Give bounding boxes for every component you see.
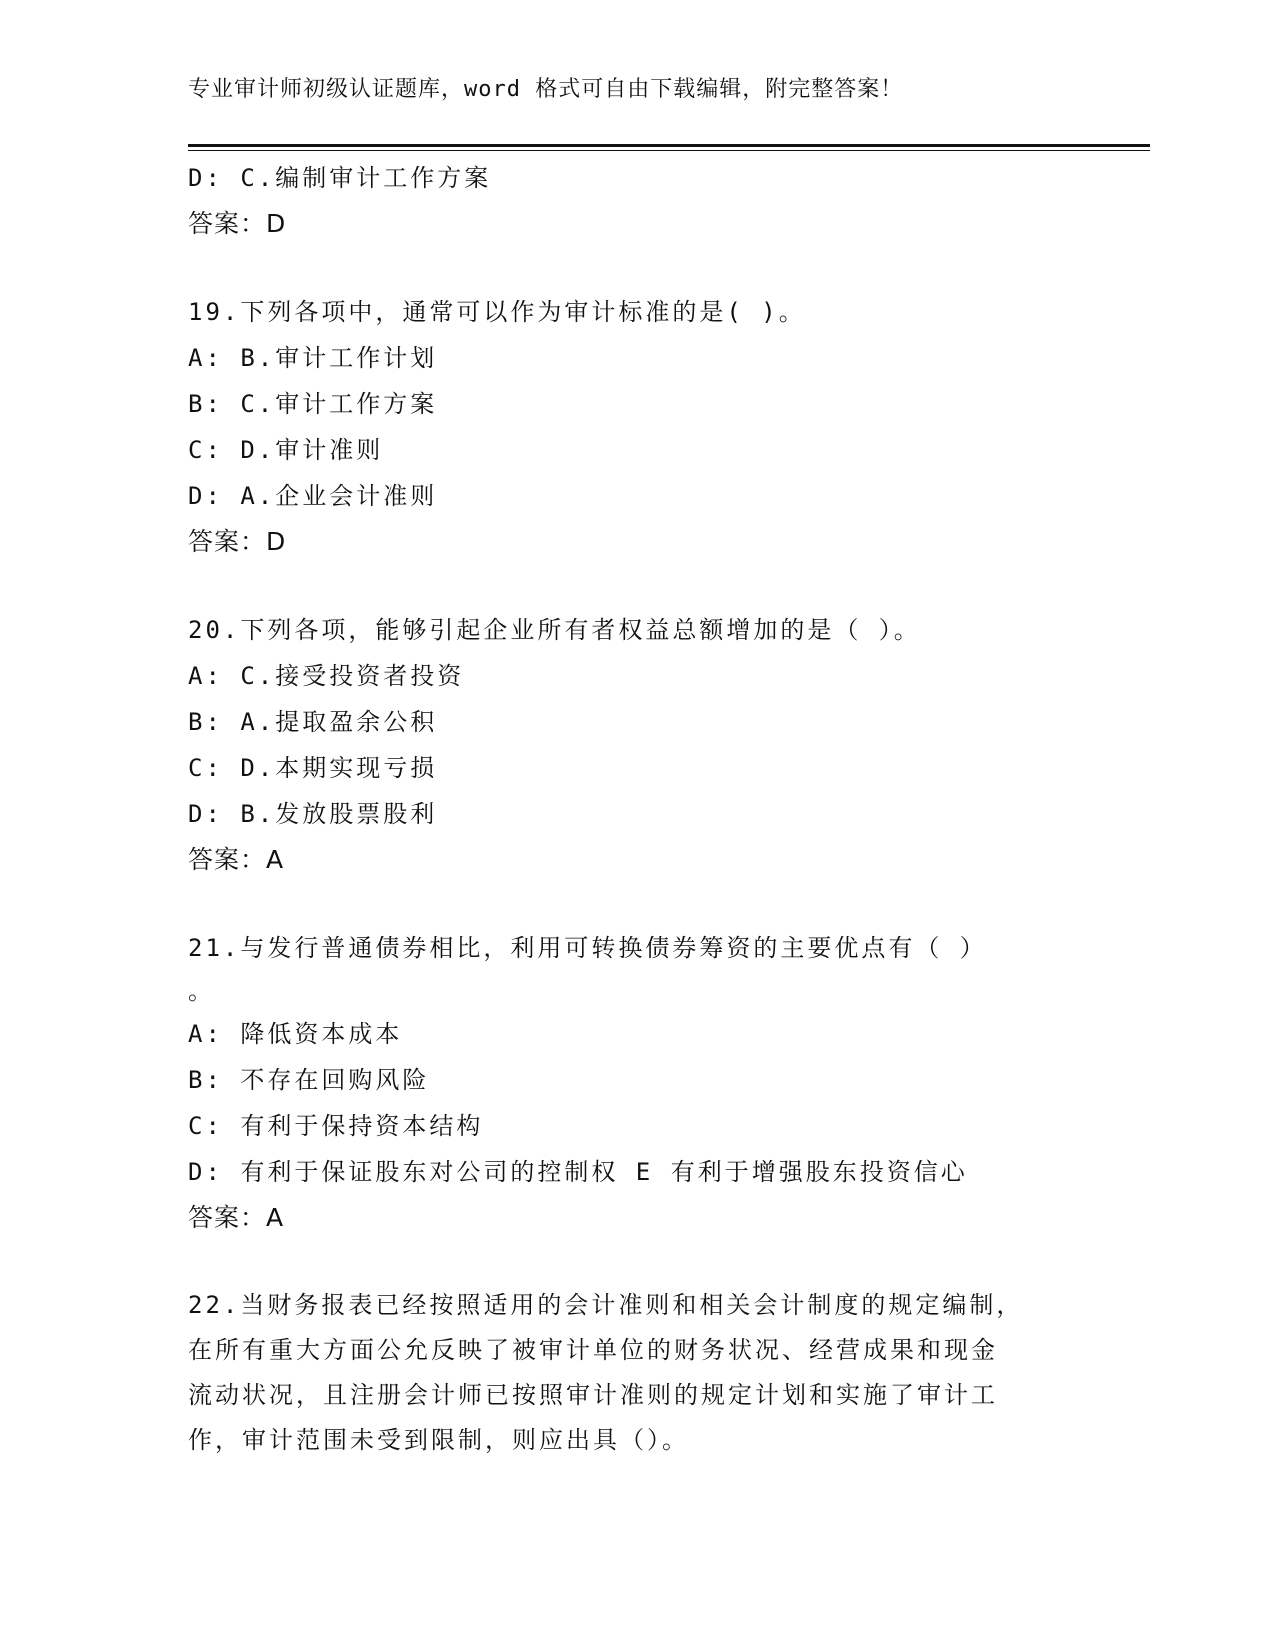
q21-option-a: A: 降低资本成本 xyxy=(188,1020,403,1048)
q21-stem-line2: 。 xyxy=(188,977,215,1005)
q21-option-d: D: 有利于保证股东对公司的控制权 E 有利于增强股东投资信心 xyxy=(188,1158,968,1186)
q21-option-b: B: 不存在回购风险 xyxy=(188,1066,430,1094)
q22-line4: 作，审计范围未受到限制，则应出具（）。 xyxy=(188,1426,689,1454)
question-content xyxy=(188,155,1088,1463)
header-divider xyxy=(188,144,1150,147)
q21-answer: 答案：A xyxy=(188,1203,285,1232)
q19-stem: 19.下列各项中，通常可以作为审计标准的是( )。 xyxy=(188,298,806,326)
q22-line3: 流动状况，且注册会计师已按照审计准则的规定计划和实施了审计工 xyxy=(188,1381,998,1409)
q22-line2: 在所有重大方面公允反映了被审计单位的财务状况、经营成果和现金 xyxy=(188,1336,998,1364)
page-header: 专业审计师初级认证题库，word 格式可自由下载编辑，附完整答案！ xyxy=(188,77,904,102)
q22-line1: 22.当财务报表已经按照适用的会计准则和相关会计制度的规定编制， xyxy=(188,1291,1024,1319)
q19-option-c: C: D.审计准则 xyxy=(188,436,384,464)
q18-answer: 答案：D xyxy=(188,209,287,238)
header-divider-thin xyxy=(188,150,1150,151)
q19-option-a: A: B.审计工作计划 xyxy=(188,344,438,372)
q20-option-a: A: C.接受投资者投资 xyxy=(188,662,465,690)
q21-stem-line1: 21.与发行普通债券相比，利用可转换债券筹资的主要优点有（ ） xyxy=(188,934,987,962)
q19-option-d: D: A.企业会计准则 xyxy=(188,482,438,510)
q21-option-c: C: 有利于保持资本结构 xyxy=(188,1112,484,1140)
q20-option-d: D: B.发放股票股利 xyxy=(188,800,438,828)
q20-stem: 20.下列各项，能够引起企业所有者权益总额增加的是（ ）。 xyxy=(188,616,921,644)
q20-answer: 答案：A xyxy=(188,845,285,874)
q20-option-c: C: D.本期实现亏损 xyxy=(188,754,438,782)
q18-option-d: D: C.编制审计工作方案 xyxy=(188,164,492,192)
q19-answer: 答案：D xyxy=(188,527,287,556)
q19-option-b: B: C.审计工作方案 xyxy=(188,390,438,418)
q20-option-b: B: A.提取盈余公积 xyxy=(188,708,438,736)
